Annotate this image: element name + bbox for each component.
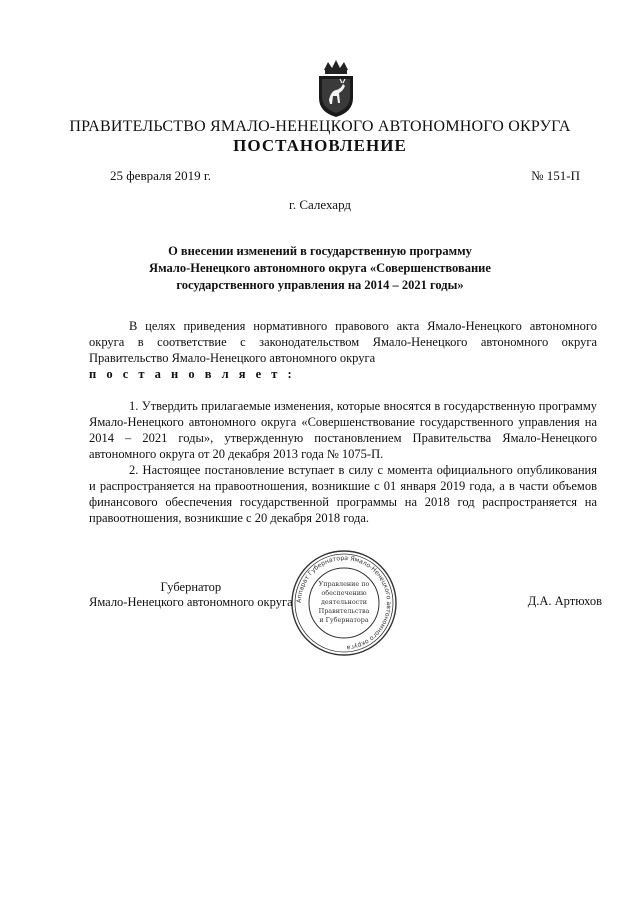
item-1-paragraph: 1. Утвердить прилагаемые изменения, которые вносятся в государственную программу Ямало-Ненецкого автономного округа «Совершенствование государственного управления на 2014 – 2021 годы», утвержденную постановлением Правительства Ямало-Ненецкого автономного округа от 20 декабря 2013 года № 1075-П. xyxy=(89,399,597,461)
svg-text:и Губернатора: и Губернатора xyxy=(319,616,369,624)
coat-of-arms-icon xyxy=(314,58,358,118)
resolves-line xyxy=(89,366,597,382)
document-body xyxy=(89,318,597,526)
document-subject xyxy=(120,243,520,294)
document-date: 25 февраля 2019 г. xyxy=(110,168,212,183)
svg-text:обеспечению: обеспечению xyxy=(321,589,367,597)
official-stamp-icon xyxy=(289,548,399,658)
signatory-title xyxy=(89,580,293,610)
signatory-name: Д.А. Артюхов xyxy=(527,594,602,608)
government-title: ПРАВИТЕЛЬСТВО ЯМАЛО-НЕНЕЦКОГО АВТОНОМНОГО ОКРУГА xyxy=(69,118,571,135)
preamble-paragraph xyxy=(89,318,597,366)
subject-line: Ямало-Ненецкого автономного округа «Совершенствование xyxy=(149,261,491,275)
svg-text:Аппарат Губернатора Ямало-Нене: Аппарат Губернатора Ямало-Ненецкого автономного округа xyxy=(295,554,393,651)
svg-text:Правительства: Правительства xyxy=(318,607,370,615)
signatory-title-line: Ямало-Ненецкого автономного округа xyxy=(89,595,293,609)
svg-text:деятельности: деятельности xyxy=(320,598,368,606)
preamble-text: В целях приведения нормативного правового акта Ямало-Ненецкого автономного округа в соответствие с законодательством Ямало-Ненецкого автономного округа Правительство Ямало-Ненецкого автономного округа xyxy=(89,319,597,365)
document-city: г. Салехард xyxy=(288,197,352,212)
document-type: ПОСТАНОВЛЕНИЕ xyxy=(233,136,407,155)
document-number: № 151-П xyxy=(531,168,580,183)
subject-line: государственного управления на 2014 – 2021 годы» xyxy=(176,278,464,292)
subject-line: О внесении изменений в государственную программу xyxy=(168,244,472,258)
svg-text:Управление по: Управление по xyxy=(318,580,370,588)
resolves-word: п о с т а н о в л я е т : xyxy=(89,367,296,381)
item-2-paragraph: 2. Настоящее постановление вступает в силу с момента официального опубликования и распространяется на правоотношения, возникшие с 01 января 2019 года, а в части объемов финансового обеспечения государственной программы на 2018 год распространяется на правоотношения, возникшие с 20 декабря 2018 года. xyxy=(89,463,597,525)
signatory-title-line: Губернатор xyxy=(160,580,222,594)
